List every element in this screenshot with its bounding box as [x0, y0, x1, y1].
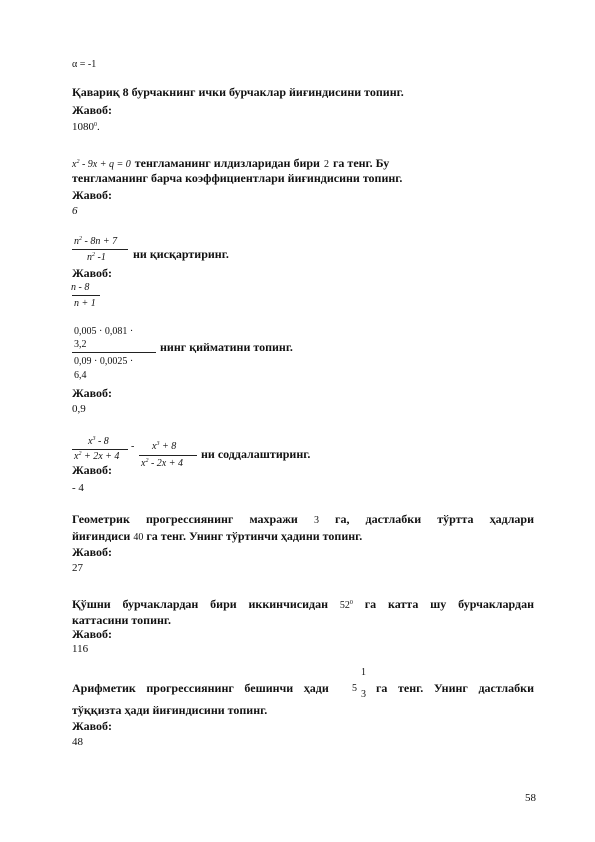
q6-sum: 40 [133, 532, 144, 543]
q7-line1 [72, 597, 534, 612]
q3-answer-numerator: n - 8 [71, 282, 90, 293]
q5-f1-denominator [74, 451, 119, 462]
q2-text-c: тенгламанинг барча коэффициентлари йиғиндисини топинг. [72, 171, 403, 185]
q8-line1 [72, 681, 534, 696]
q6-line1-b: га, дастлабки тўртта ҳадлари [335, 512, 535, 526]
q6-answer-label: Жавоб: [72, 545, 112, 559]
q3-num-rest: - 8n + 7 [82, 236, 118, 247]
q6-line1 [72, 512, 534, 527]
q1-answer-label: Жавоб: [72, 103, 112, 117]
q7-line1-a: Қўшни бурчаклардан бири иккинчисидан [72, 597, 328, 611]
q6-ratio: 3 [313, 515, 319, 526]
q5-f1-den-exp: 2 [78, 451, 82, 457]
q6-line2-a: йиғиндиси [72, 529, 131, 543]
alpha-formula: α = -1 [72, 59, 97, 70]
q2-eq-exp: 2 [76, 159, 80, 165]
q7-angle-unit: 0 [349, 600, 353, 606]
q3-answer-denominator: n + 1 [74, 298, 96, 309]
q1-answer-tail: . [97, 121, 100, 133]
q2-eq-rest: - 9x + q = 0 [79, 159, 131, 170]
q6-line2 [72, 529, 362, 544]
q5-answer-label: Жавоб: [72, 463, 112, 477]
q7-angle [340, 600, 353, 611]
q8-answer-label: Жавоб: [72, 719, 112, 733]
q5-answer-value: - 4 [72, 482, 84, 494]
q5-f2-num-rest: + 8 [159, 441, 177, 452]
q5-f1-num-rest: - 8 [95, 436, 109, 447]
q3-num-exp: 2 [79, 236, 82, 242]
q3-text: ни қисқартиринг. [133, 247, 229, 261]
q2-root: 2 [323, 159, 329, 170]
q2-answer-label: Жавоб: [72, 188, 112, 202]
q5-f1-bar [72, 449, 128, 450]
q4-answer-value: 0,9 [72, 403, 86, 415]
q5-f1-num-exp: 3 [92, 436, 96, 442]
q7-answer-value: 116 [72, 643, 89, 655]
q3-numerator [74, 236, 117, 247]
q6-answer-value: 27 [72, 562, 83, 574]
q2-eq-x: x [72, 159, 77, 170]
q8-mixed-numerator: 1 [361, 667, 366, 678]
q2-line1 [72, 154, 389, 172]
q3-answer-label: Жавоб: [72, 266, 112, 280]
q2-text-b: га тенг. Бу [332, 156, 390, 170]
q3-fraction-bar [72, 249, 128, 250]
q7-line2: каттасини топинг. [72, 613, 171, 627]
q2-text-a: тенгламанинг илдизларидан бири [134, 156, 320, 170]
q5-f2-num-exp: 3 [156, 441, 160, 447]
q1-text: Қавариқ 8 бурчакнинг ички бурчаклар йиғиндисини топинг. [72, 85, 404, 99]
q2-equation [72, 159, 131, 170]
q8-line1-a: Арифметик прогрессиянинг бешинчи ҳади [72, 681, 329, 695]
q7-answer-label: Жавоб: [72, 627, 112, 641]
q8-line1-b: га тенг. Унинг дастлабки [375, 681, 534, 695]
q3-den-rest: -1 [95, 252, 106, 263]
q8-answer-value: 48 [72, 736, 83, 748]
q5-minus: - [131, 441, 135, 452]
q5-f2-bar [139, 455, 197, 456]
q4-den-top: 0,09 · 0,0025 · [74, 356, 134, 367]
q8-line2: тўққизта ҳади йиғиндисини топинг. [72, 703, 268, 717]
q8-mixed-whole: 5 [352, 683, 357, 694]
q4-den-bottom: 6,4 [74, 370, 87, 381]
q5-f2-den-exp: 2 [145, 458, 149, 464]
q4-num-top: 0,005 · 0,081 · [74, 326, 134, 337]
q6-line2-b: га тенг. Унинг тўртинчи ҳадини топинг. [146, 529, 363, 543]
q7-angle-value: 52 [339, 600, 350, 611]
q3-answer-bar [72, 295, 100, 296]
q4-answer-label: Жавоб: [72, 386, 112, 400]
q4-fraction-bar [72, 352, 156, 353]
q5-f2-den-rest: - 2x + 4 [148, 458, 183, 469]
page-number: 58 [525, 792, 536, 804]
q2-answer-value: 6 [72, 205, 78, 217]
q5-text: ни соддалаштиринг. [201, 447, 311, 461]
q3-num-n: n [74, 236, 79, 247]
q5-f1-numerator [88, 436, 109, 447]
q1-answer [72, 121, 100, 133]
q7-line1-b: га катта шу бурчаклардан [364, 597, 534, 611]
q3-den-exp: 2 [92, 252, 95, 258]
q5-f1-den-rest: + 2x + 4 [81, 451, 120, 462]
q3-den-n: n [87, 252, 92, 263]
q1-answer-value: 1080 [72, 121, 94, 133]
q8-mixed-denominator: 3 [361, 689, 366, 700]
q5-f1-den-x: x [74, 451, 79, 462]
q5-f2-den-x: x [141, 458, 146, 469]
q5-f1-num-x: x [88, 436, 93, 447]
q5-f2-num-x: x [152, 441, 157, 452]
q6-line1-a: Геометрик прогрессиянинг махражи [72, 512, 298, 526]
q4-text: нинг қийматини топинг. [160, 340, 293, 354]
q3-denominator [87, 252, 106, 263]
q4-num-bottom: 3,2 [74, 339, 87, 350]
q5-f2-denominator [141, 458, 183, 469]
q1-answer-unit: 0 [94, 122, 97, 128]
q5-f2-numerator [152, 441, 176, 452]
